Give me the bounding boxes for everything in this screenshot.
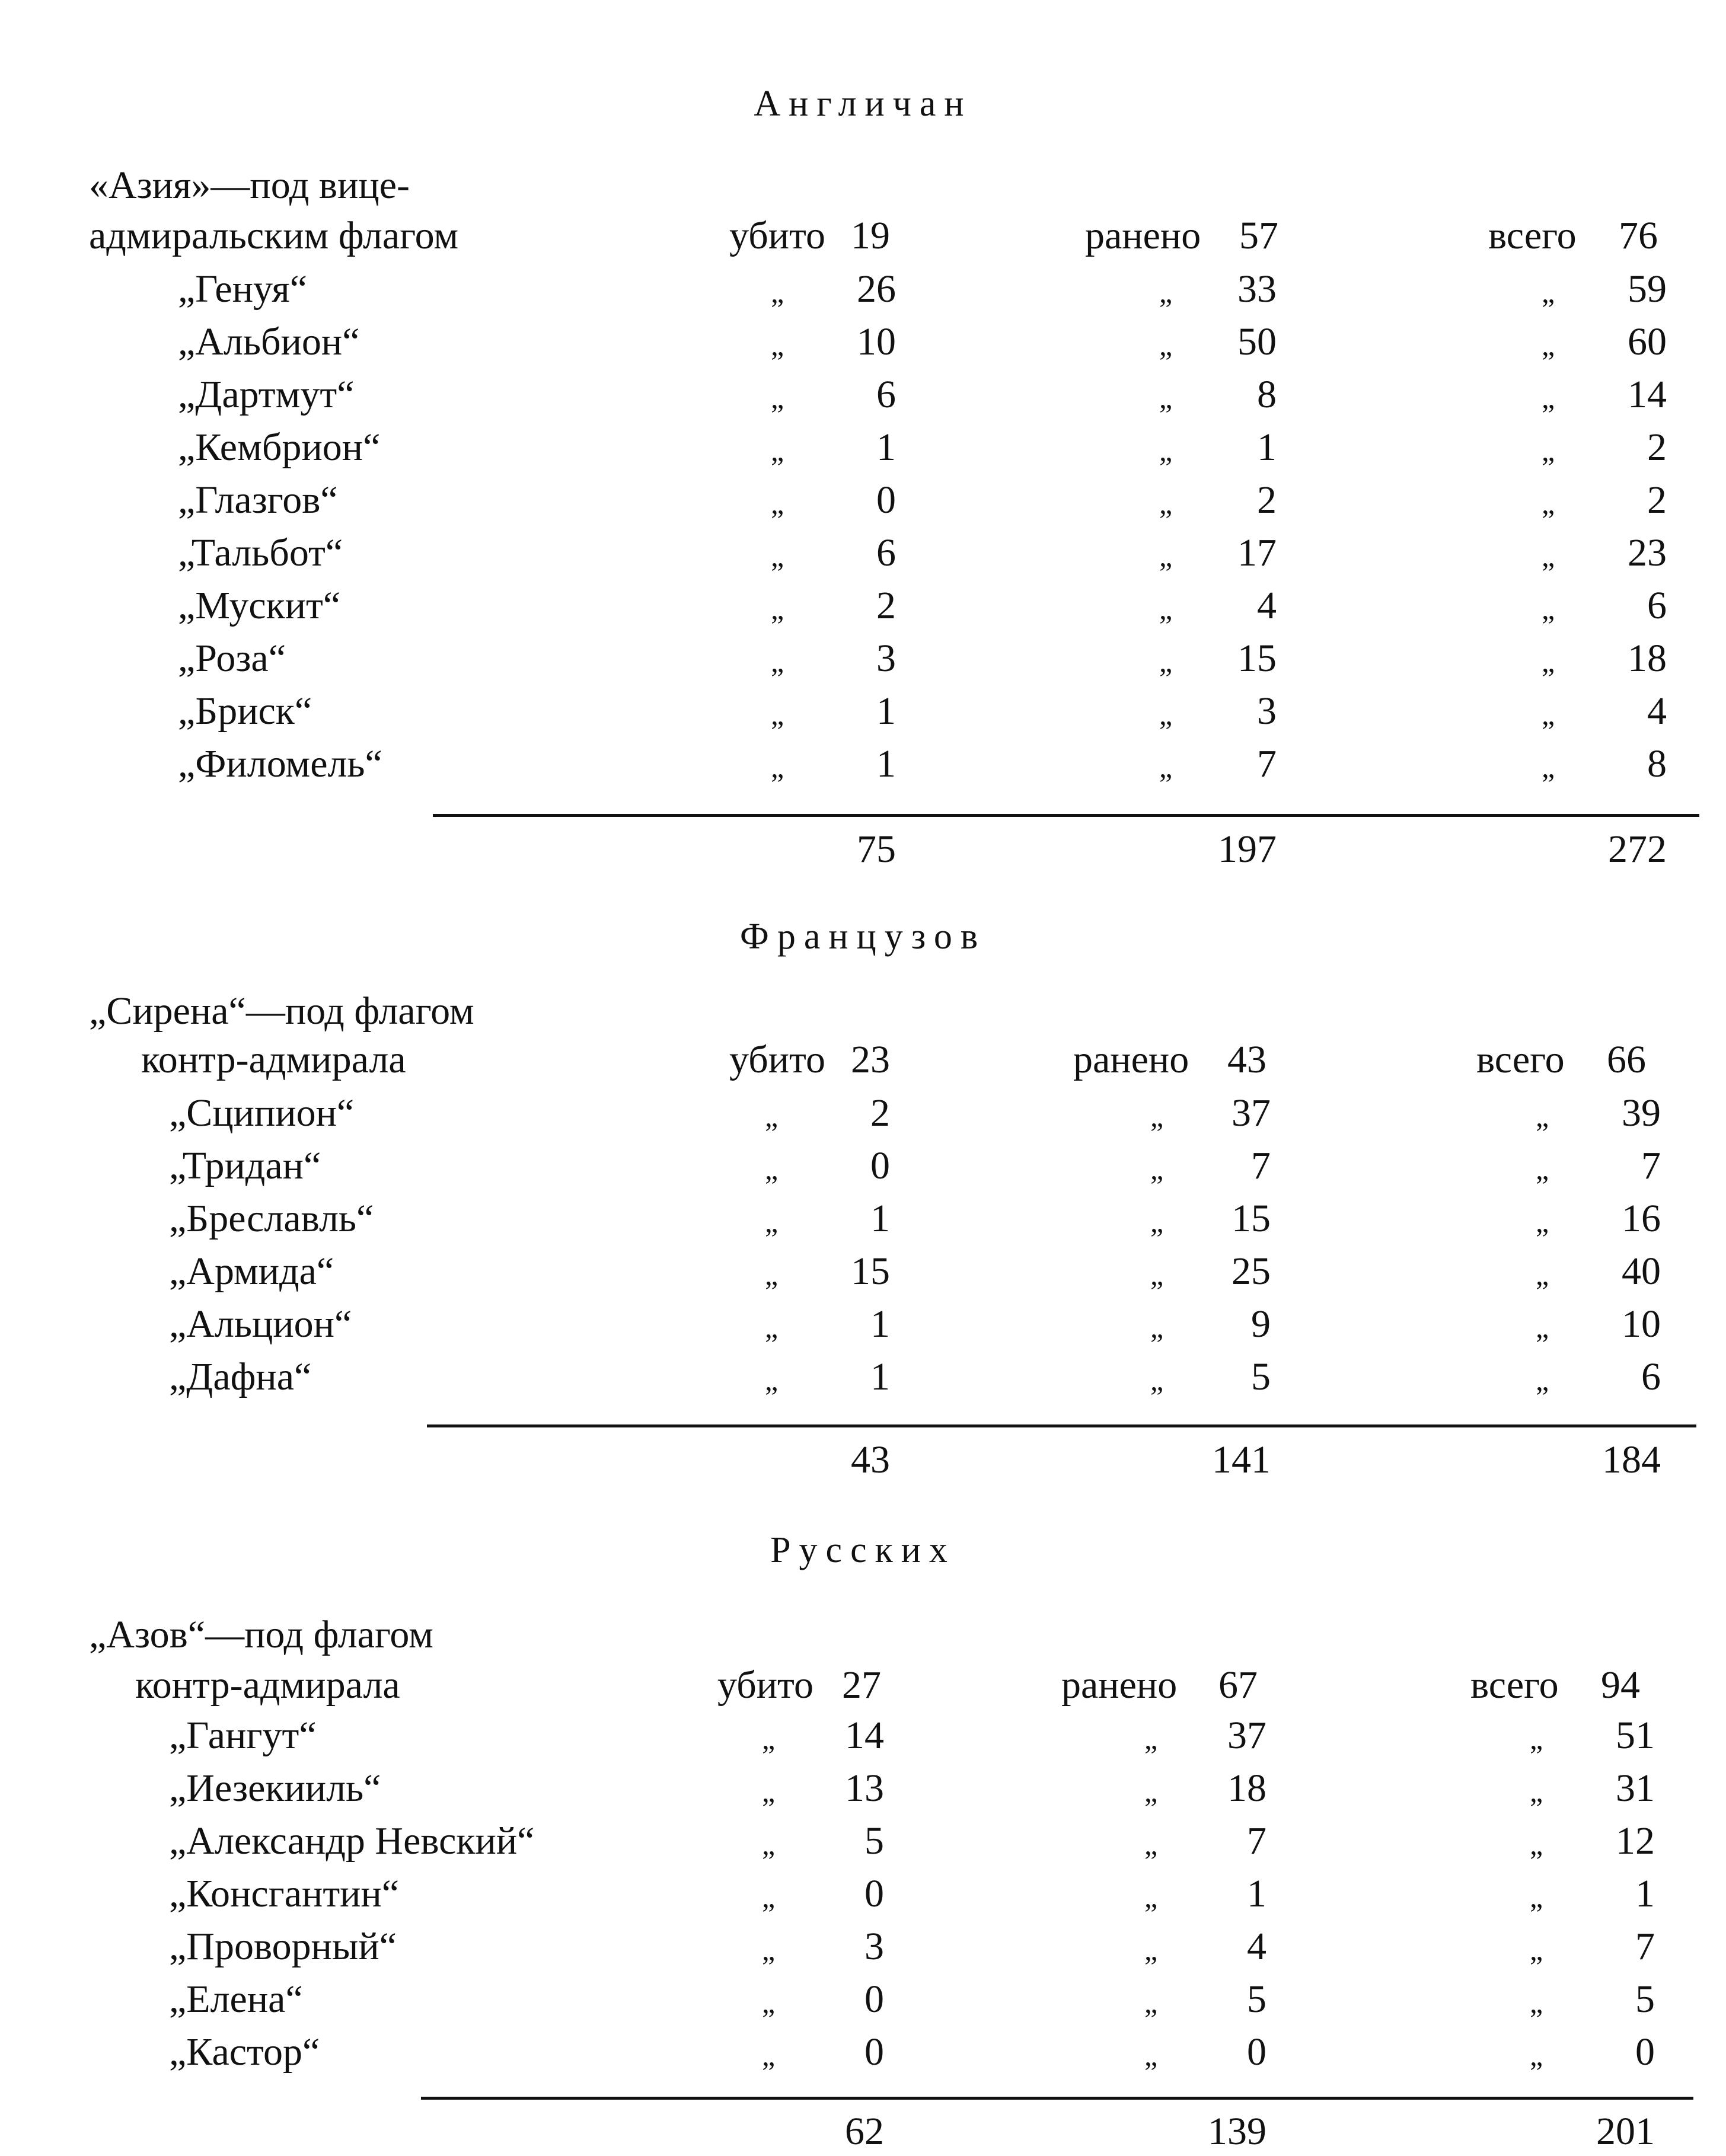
ditto-mark: „ [1144, 2039, 1158, 2072]
total-killed: 43 [851, 1438, 890, 1481]
ship-wounded: 7 [1257, 742, 1277, 785]
ditto-mark: „ [771, 592, 784, 625]
ship-name: „Сципион“ [169, 1091, 355, 1135]
ship-wounded: 17 [1237, 531, 1277, 574]
ditto-mark: „ [1150, 1258, 1164, 1291]
ditto-mark: „ [1144, 1986, 1158, 2019]
ship-wounded: 33 [1237, 267, 1277, 311]
ship-row [0, 267, 1726, 320]
ship-total: 59 [1628, 267, 1667, 311]
ship-wounded: 2 [1257, 478, 1277, 522]
ship-total: 5 [1635, 1978, 1655, 2021]
wounded-label: ранено [1085, 214, 1201, 257]
wounded-label: ранено [1061, 1663, 1178, 1707]
ship-total: 31 [1616, 1767, 1655, 1810]
ditto-mark: „ [1536, 1311, 1549, 1344]
ditto-mark: „ [1542, 381, 1555, 414]
ditto-mark: „ [1542, 487, 1555, 520]
killed-value: 19 [851, 214, 890, 257]
ship-name: „Роза“ [178, 637, 286, 680]
ship-total: 12 [1616, 1819, 1655, 1863]
ditto-mark: „ [1542, 539, 1555, 573]
ditto-mark: „ [771, 276, 784, 309]
flagship-caption-line1: «Азия»—под вице- [89, 164, 410, 207]
ditto-mark: „ [1159, 381, 1173, 414]
ship-total: 2 [1647, 426, 1667, 469]
ship-name: „Армида“ [169, 1250, 334, 1293]
ditto-mark: „ [1159, 592, 1173, 625]
ship-name: „Консгантин“ [169, 1872, 400, 1915]
flagship-row [0, 1663, 1726, 1716]
ditto-mark: „ [1530, 1986, 1543, 2019]
killed-label: убито [729, 1038, 826, 1081]
ship-name: „Филомель“ [178, 742, 382, 785]
ship-wounded: 7 [1247, 1819, 1266, 1863]
ship-row [0, 531, 1726, 584]
ditto-mark: „ [1536, 1152, 1549, 1186]
ditto-mark: „ [762, 1933, 776, 1966]
ship-name: „Иезекииль“ [169, 1767, 381, 1810]
ship-row [0, 1766, 1726, 1819]
ship-row [0, 1819, 1726, 1872]
ship-killed: 1 [870, 1355, 890, 1398]
ditto-mark: „ [1530, 1880, 1543, 1914]
ditto-mark: „ [1144, 1775, 1158, 1808]
ship-killed: 0 [870, 1144, 890, 1187]
ship-name: „Тальбот“ [178, 531, 343, 574]
ship-row [0, 478, 1726, 531]
killed-label: убито [717, 1663, 814, 1707]
ditto-mark: „ [1542, 328, 1555, 362]
total-value: 76 [1619, 214, 1658, 257]
flagship-caption-line1: „Сирена“—под флагом [89, 989, 474, 1033]
ship-row [0, 425, 1726, 478]
ship-wounded: 15 [1237, 637, 1277, 680]
ship-total: 23 [1628, 531, 1667, 574]
ditto-mark: „ [1159, 328, 1173, 362]
flagship-caption-line2: адмиральским флагом [89, 214, 459, 257]
ship-killed: 10 [857, 320, 896, 363]
ditto-mark: „ [1542, 698, 1555, 731]
flagship-caption-line2: контр-адмирала [135, 1663, 400, 1707]
ship-total: 7 [1635, 1925, 1655, 1968]
ship-row [0, 1977, 1726, 2030]
ship-wounded: 37 [1232, 1091, 1271, 1135]
ship-total: 18 [1628, 637, 1667, 680]
ship-name: „Генуя“ [178, 267, 308, 311]
ship-killed: 2 [876, 584, 896, 627]
ditto-mark: „ [771, 434, 784, 467]
ditto-mark: „ [1150, 1205, 1164, 1238]
ship-total: 40 [1622, 1250, 1661, 1293]
ship-killed: 1 [876, 742, 896, 785]
ditto-mark: „ [771, 487, 784, 520]
ship-killed: 13 [845, 1767, 884, 1810]
section-heading-english: Англичан [754, 84, 972, 124]
total-all: 184 [1602, 1438, 1661, 1481]
ditto-mark: „ [1530, 1828, 1543, 1861]
ship-total: 7 [1641, 1144, 1661, 1187]
ship-total: 60 [1628, 320, 1667, 363]
ditto-mark: „ [1530, 1933, 1543, 1966]
sum-rule [421, 2097, 1693, 2100]
killed-value: 23 [851, 1038, 890, 1081]
ditto-mark: „ [1144, 1828, 1158, 1861]
ship-row [0, 1302, 1726, 1355]
wounded-value: 67 [1218, 1663, 1258, 1707]
ditto-mark: „ [1150, 1363, 1164, 1397]
ship-killed: 0 [864, 1978, 884, 2021]
ditto-mark: „ [762, 1986, 776, 2019]
ship-wounded: 18 [1227, 1767, 1266, 1810]
ditto-mark: „ [1150, 1311, 1164, 1344]
ship-name: „Александр Невский“ [169, 1819, 535, 1863]
ditto-mark: „ [765, 1311, 779, 1344]
ship-row [0, 1355, 1726, 1408]
ditto-mark: „ [771, 328, 784, 362]
ship-total: 39 [1622, 1091, 1661, 1135]
ship-total: 6 [1641, 1355, 1661, 1398]
ditto-mark: „ [771, 381, 784, 414]
ship-name: „Кастор“ [169, 2030, 320, 2074]
ditto-mark: „ [762, 1828, 776, 1861]
ditto-mark: „ [1530, 1722, 1543, 1755]
ditto-mark: „ [1144, 1880, 1158, 1914]
ship-name: „Дафна“ [169, 1355, 312, 1398]
ship-row [0, 1144, 1726, 1197]
section-heading-russian: Русских [770, 1530, 956, 1570]
ship-wounded: 0 [1247, 2030, 1266, 2074]
ditto-mark: „ [1542, 434, 1555, 467]
ditto-mark: „ [1536, 1363, 1549, 1397]
ditto-mark: „ [1144, 1933, 1158, 1966]
ship-wounded: 1 [1257, 426, 1277, 469]
ditto-mark: „ [771, 539, 784, 573]
ship-wounded: 5 [1247, 1978, 1266, 2021]
ship-name: „Тридан“ [169, 1144, 321, 1187]
ditto-mark: „ [1159, 539, 1173, 573]
ship-wounded: 3 [1257, 689, 1277, 733]
ship-wounded: 37 [1227, 1714, 1266, 1757]
ship-row [0, 1924, 1726, 1978]
total-wounded: 197 [1218, 828, 1277, 871]
killed-label: убито [729, 214, 826, 257]
ship-wounded: 15 [1232, 1197, 1271, 1240]
ship-row [0, 2030, 1726, 2083]
ship-total: 6 [1647, 584, 1667, 627]
ship-wounded: 9 [1251, 1302, 1271, 1346]
ship-killed: 14 [845, 1714, 884, 1757]
sum-rule [433, 814, 1699, 817]
ship-name: „Проворный“ [169, 1925, 397, 1968]
ship-name: „Альцион“ [169, 1302, 352, 1346]
ditto-mark: „ [1159, 487, 1173, 520]
section-heading-french: Французов [739, 916, 987, 957]
wounded-label: ранено [1073, 1038, 1189, 1081]
ditto-mark: „ [1536, 1205, 1549, 1238]
total-value: 66 [1607, 1038, 1646, 1081]
ship-name: „Мускит“ [178, 584, 341, 627]
ship-killed: 15 [851, 1250, 890, 1293]
ditto-mark: „ [765, 1152, 779, 1186]
flagship-caption-line2: контр-адмирала [141, 1038, 406, 1081]
total-value: 94 [1601, 1663, 1640, 1707]
ditto-mark: „ [765, 1100, 779, 1133]
ship-total: 14 [1628, 373, 1667, 416]
total-label: всего [1488, 214, 1577, 257]
total-wounded: 141 [1212, 1438, 1271, 1481]
ship-killed: 26 [857, 267, 896, 311]
ship-name: „Альбион“ [178, 320, 360, 363]
ship-killed: 1 [876, 426, 896, 469]
killed-value: 27 [842, 1663, 881, 1707]
ship-killed: 6 [876, 373, 896, 416]
ship-killed: 0 [864, 2030, 884, 2074]
ditto-mark: „ [1150, 1100, 1164, 1133]
total-wounded: 139 [1208, 2110, 1266, 2153]
ditto-mark: „ [762, 1880, 776, 1914]
ship-killed: 2 [870, 1091, 890, 1135]
ship-wounded: 25 [1232, 1250, 1271, 1293]
ditto-mark: „ [1542, 750, 1555, 784]
ship-killed: 3 [876, 637, 896, 680]
ditto-mark: „ [771, 750, 784, 784]
ship-name: „Дартмут“ [178, 373, 355, 416]
ship-row [0, 742, 1726, 795]
ship-total: 8 [1647, 742, 1667, 785]
ship-row [0, 689, 1726, 742]
ship-row [0, 1091, 1726, 1144]
ditto-mark: „ [771, 698, 784, 731]
total-all: 272 [1608, 828, 1667, 871]
ditto-mark: „ [1159, 434, 1173, 467]
ship-name: „Гангут“ [169, 1714, 317, 1757]
ditto-mark: „ [1536, 1100, 1549, 1133]
ship-total: 16 [1622, 1197, 1661, 1240]
ship-row [0, 636, 1726, 689]
ship-wounded: 8 [1257, 373, 1277, 416]
flagship-row [0, 213, 1726, 267]
ditto-mark: „ [1542, 276, 1555, 309]
ditto-mark: „ [1542, 645, 1555, 678]
total-killed: 62 [845, 2110, 884, 2153]
ditto-mark: „ [1150, 1152, 1164, 1186]
ditto-mark: „ [765, 1205, 779, 1238]
ship-total: 2 [1647, 478, 1667, 522]
ditto-mark: „ [762, 1722, 776, 1755]
ditto-mark: „ [1159, 698, 1173, 731]
ship-wounded: 5 [1251, 1355, 1271, 1398]
ship-total: 4 [1647, 689, 1667, 733]
ditto-mark: „ [1159, 750, 1173, 784]
ship-total: 1 [1635, 1872, 1655, 1915]
ship-killed: 6 [876, 531, 896, 574]
ship-row [0, 1249, 1726, 1302]
ship-killed: 1 [870, 1302, 890, 1346]
ditto-mark: „ [1159, 276, 1173, 309]
ship-name: „Кембрион“ [178, 426, 381, 469]
ship-wounded: 1 [1247, 1872, 1266, 1915]
total-all: 201 [1596, 2110, 1655, 2153]
total-label: всего [1470, 1663, 1559, 1707]
ship-total: 51 [1616, 1714, 1655, 1757]
ship-killed: 0 [864, 1872, 884, 1915]
ditto-mark: „ [1530, 2039, 1543, 2072]
ship-killed: 1 [876, 689, 896, 733]
total-label: всего [1476, 1038, 1565, 1081]
ditto-mark: „ [1536, 1258, 1549, 1291]
ship-killed: 3 [864, 1925, 884, 1968]
ship-row [0, 320, 1726, 373]
ditto-mark: „ [1144, 1722, 1158, 1755]
ship-row [0, 1713, 1726, 1767]
ship-wounded: 7 [1251, 1144, 1271, 1187]
ditto-mark: „ [762, 1775, 776, 1808]
ship-wounded: 4 [1257, 584, 1277, 627]
ditto-mark: „ [1530, 1775, 1543, 1808]
ship-row [0, 583, 1726, 637]
ship-row [0, 1871, 1726, 1925]
sum-rule [427, 1424, 1696, 1427]
ship-killed: 5 [864, 1819, 884, 1863]
total-killed: 75 [857, 828, 896, 871]
flagship-row [0, 1037, 1726, 1091]
ship-name: „Глазгов“ [178, 478, 338, 522]
ditto-mark: „ [1159, 645, 1173, 678]
ship-name: „Бриск“ [178, 689, 312, 733]
ship-total: 10 [1622, 1302, 1661, 1346]
ship-wounded: 4 [1247, 1925, 1266, 1968]
wounded-value: 57 [1239, 214, 1278, 257]
ditto-mark: „ [762, 2039, 776, 2072]
ship-row [0, 372, 1726, 426]
flagship-caption-line1: „Азов“—под флагом [89, 1613, 433, 1656]
ship-total: 0 [1635, 2030, 1655, 2074]
ship-name: „Елена“ [169, 1978, 303, 2021]
ditto-mark: „ [765, 1258, 779, 1291]
ditto-mark: „ [771, 645, 784, 678]
ship-killed: 0 [876, 478, 896, 522]
ship-name: „Бреславль“ [169, 1197, 374, 1240]
ship-killed: 1 [870, 1197, 890, 1240]
wounded-value: 43 [1227, 1038, 1266, 1081]
ship-row [0, 1196, 1726, 1250]
ship-wounded: 50 [1237, 320, 1277, 363]
ditto-mark: „ [765, 1363, 779, 1397]
ditto-mark: „ [1542, 592, 1555, 625]
